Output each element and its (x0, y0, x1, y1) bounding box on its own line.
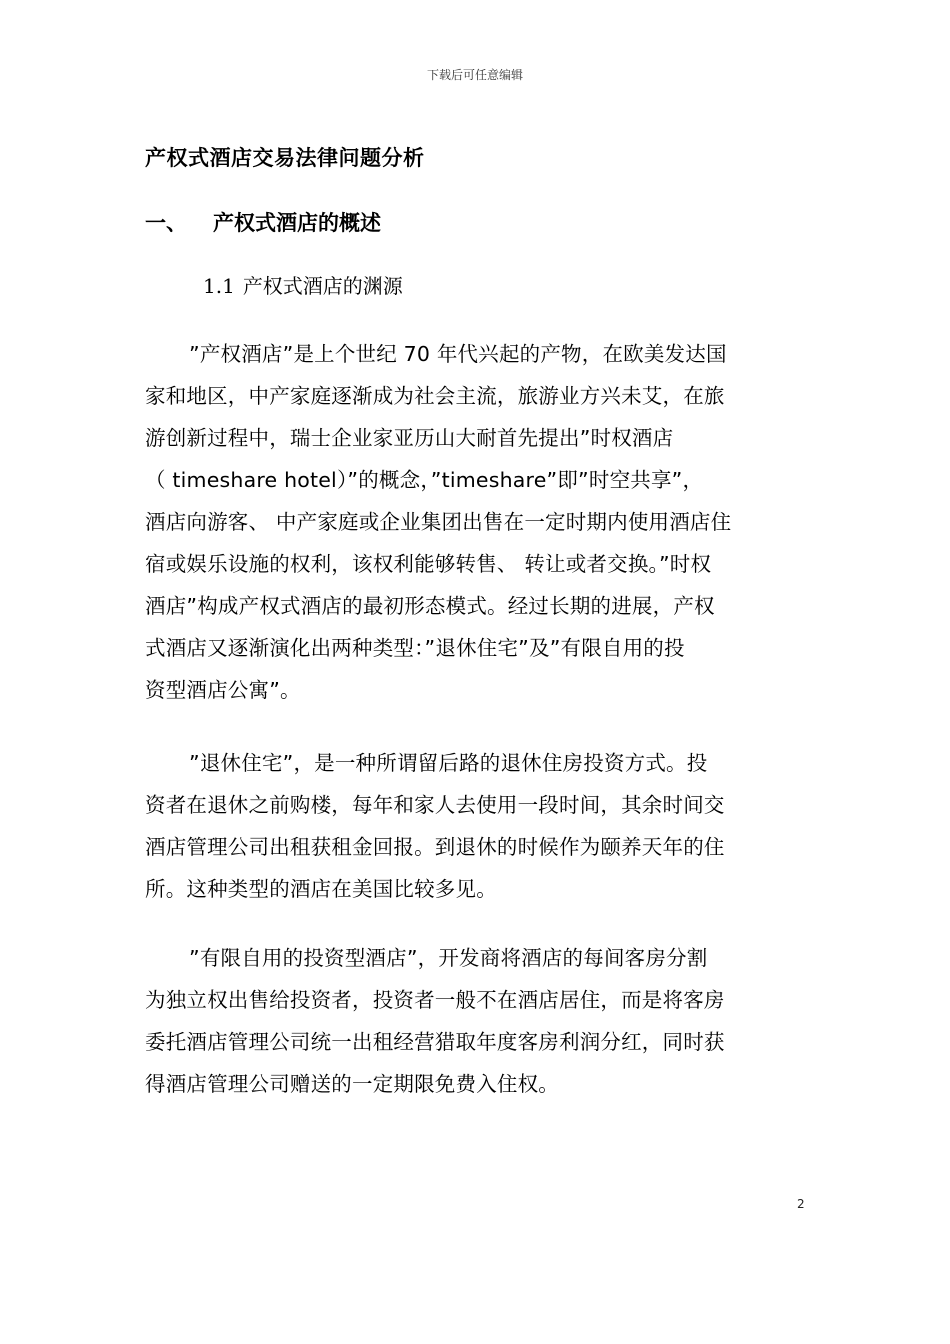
section-number: 一、 (145, 211, 187, 235)
section-title: 产权式酒店的概述 (213, 211, 381, 235)
subsection-number: 1.1 (203, 274, 235, 298)
paragraph-line: 得酒店管理公司赠送的一定期限免费入住权。 (145, 1072, 559, 1096)
page-number: 2 (797, 1197, 805, 1211)
paragraph-retirement-housing (145, 742, 807, 910)
paragraph-line: 酒店”构成产权式酒店的最初形态模式。经过长期的进展，产权 (145, 594, 715, 618)
subsection-heading (203, 270, 403, 299)
paragraph-line: 资型酒店公寓”。 (145, 678, 301, 702)
paragraph-line: 酒店管理公司出租获租金回报。到退休的时候作为颐养天年的住 (145, 835, 725, 859)
document-title: 产权式酒店交易法律问题分析 (145, 146, 425, 170)
paragraph-line: 家和地区，中产家庭逐渐成为社会主流，旅游业方兴未艾，在旅 (145, 384, 725, 408)
section-heading (145, 207, 381, 237)
paragraph-line: 酒店向游客、 中产家庭或企业集团出售在一定时期内使用酒店住 (145, 510, 732, 534)
subsection-title: 产权式酒店的渊源 (242, 274, 403, 298)
paragraph-line: 游创新过程中，瑞士企业家亚历山大耐首先提出”时权酒店 (145, 426, 674, 450)
paragraph-line: 所。这种类型的酒店在美国比较多见。 (145, 877, 497, 901)
paragraph-origin (145, 333, 807, 711)
paragraph-line: （ timeshare hotel）”的概念，”timeshare”即”时空共享”， (145, 468, 704, 492)
paragraph-investment-hotel (145, 937, 807, 1105)
paragraph-line: 式酒店又逐渐演化出两种类型：”退休住宅”及”有限自用的投 (145, 636, 685, 660)
paragraph-line: 宿或娱乐设施的权利，该权利能够转售、 转让或者交换。”时权 (145, 552, 712, 576)
paragraph-line: 委托酒店管理公司统一出租经营猎取年度客房利润分红，同时获 (145, 1030, 725, 1054)
paragraph-line: 资者在退休之前购楼，每年和家人去使用一段时间，其余时间交 (145, 793, 725, 817)
paragraph-line: ”退休住宅”，是一种所谓留后路的退休住房投资方式。投 (189, 751, 708, 775)
paragraph-line: ”有限自用的投资型酒店”，开发商将酒店的每间客房分割 (189, 946, 708, 970)
paragraph-line: ”产权酒店”是上个世纪 70 年代兴起的产物，在欧美发达国 (189, 342, 727, 366)
header-note: 下载后可任意编辑 (426, 68, 523, 82)
paragraph-line: 为独立权出售给投资者，投资者一般不在酒店居住，而是将客房 (145, 988, 725, 1012)
